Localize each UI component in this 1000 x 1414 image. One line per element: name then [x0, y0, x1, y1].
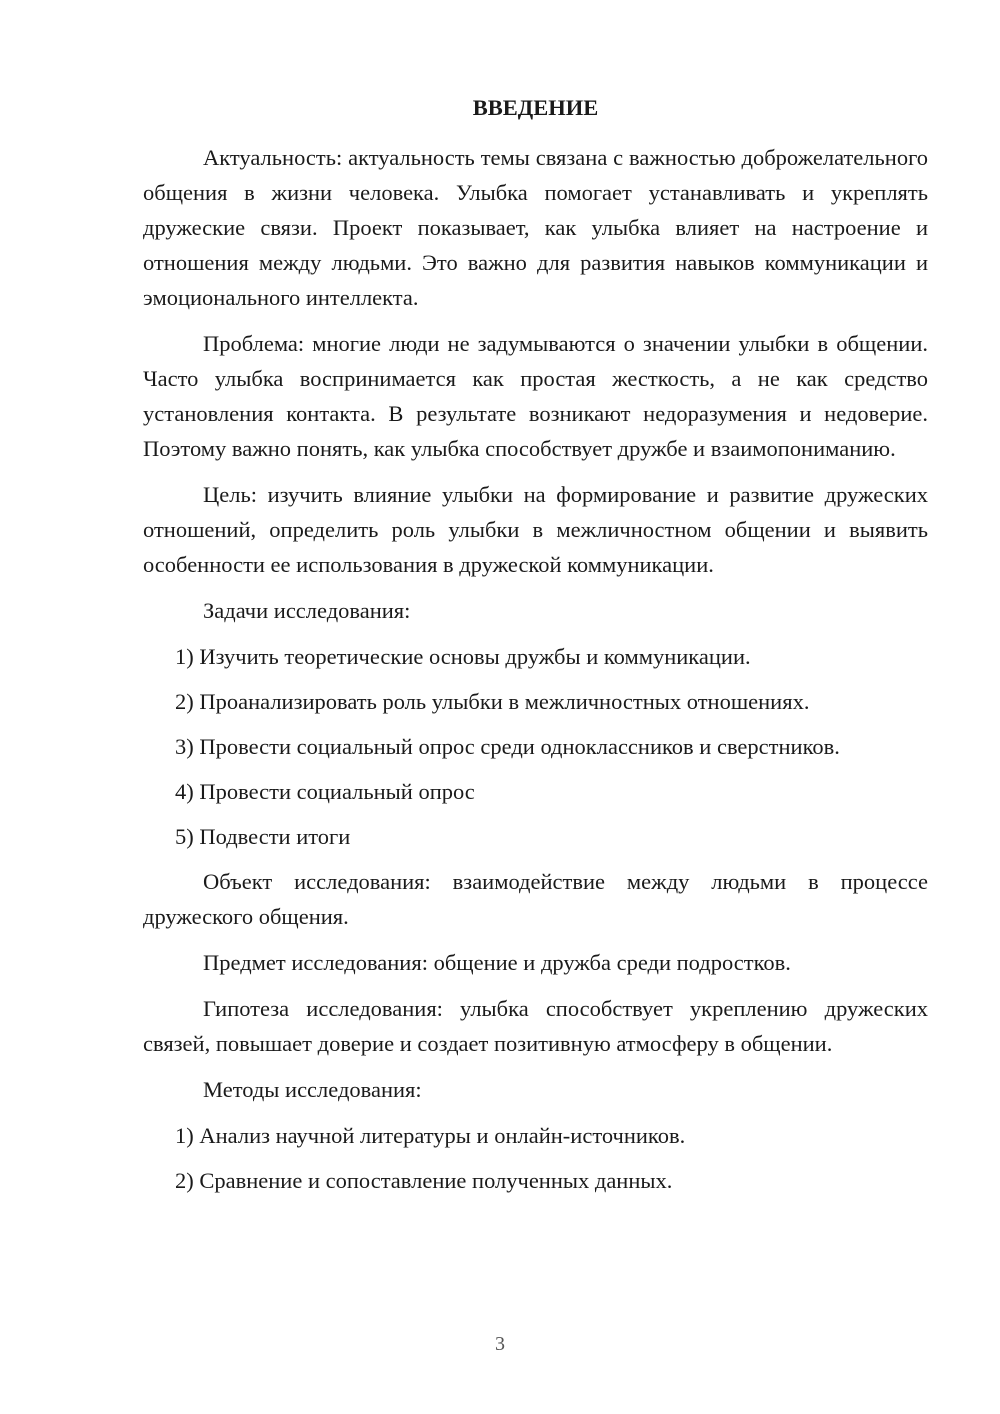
- tasks-heading: Задачи исследования:: [203, 598, 411, 623]
- list-item: 4) Провести социальный опрос: [175, 779, 475, 804]
- methods-list: [143, 1118, 928, 1198]
- paragraph-problem: Проблема: многие люди не задумываются о значении улыбки в общении. Часто улыбка воспринимается как простая жесткость, а не как средство установления контакта. В результате возникают недоразумения и недоверие. Поэтому важно понять, как улыбка способствует дружбе и взаимопониманию.: [143, 331, 928, 461]
- paragraph-goal: Цель: изучить влияние улыбки на формирование и развитие дружеских отношений, определить роль улыбки в межличностном общении и выявить особенности ее использования в дружеской коммуникации.: [143, 482, 928, 577]
- page-number: 3: [495, 1333, 505, 1355]
- paragraph-object: Объект исследования: взаимодействие между людьми в процессе дружеского общения.: [143, 869, 928, 929]
- document-page: [143, 90, 928, 1208]
- list-item: 1) Анализ научной литературы и онлайн-источников.: [175, 1123, 686, 1148]
- paragraph-relevance: Актуальность: актуальность темы связана с важностью доброжелательного общения в жизни человека. Улыбка помогает устанавливать и укреплять дружеские связи. Проект показывает, как улыбка влияет на настроение и отношения между людьми. Это важно для развития навыков коммуникации и эмоционального интеллекта.: [143, 145, 928, 310]
- section-title: ВВЕДЕНИЕ: [472, 95, 599, 120]
- list-item: 3) Провести социальный опрос среди одноклассников и сверстников.: [175, 734, 840, 759]
- list-item: 2) Сравнение и сопоставление полученных данных.: [175, 1168, 673, 1193]
- methods-heading: Методы исследования:: [203, 1077, 422, 1102]
- list-item: 2) Проанализировать роль улыбки в межличностных отношениях.: [175, 689, 810, 714]
- paragraph-subject: Предмет исследования: общение и дружба среди подростков.: [203, 950, 791, 975]
- list-item: 5) Подвести итоги: [175, 824, 351, 849]
- paragraph-hypothesis: Гипотеза исследования: улыбка способствует укреплению дружеских связей, повышает доверие и создает позитивную атмосферу в общении.: [143, 996, 928, 1056]
- tasks-list: [143, 639, 928, 854]
- list-item: 1) Изучить теоретические основы дружбы и коммуникации.: [175, 644, 751, 669]
